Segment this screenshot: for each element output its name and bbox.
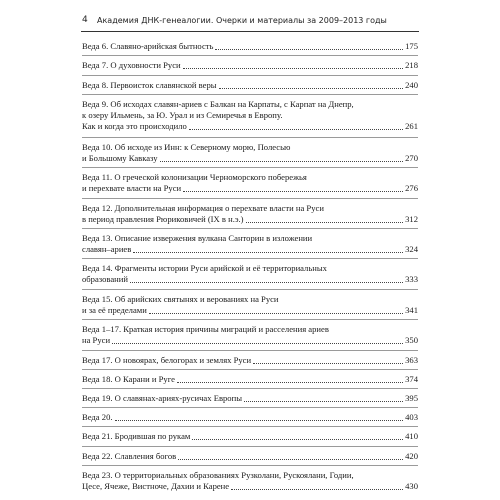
toc-page-number: 363 bbox=[405, 355, 418, 365]
dot-leader bbox=[192, 439, 403, 440]
toc-entry-title: и за её пределами bbox=[82, 305, 147, 315]
toc-entry[interactable] bbox=[82, 451, 418, 462]
toc-entry-title: Веда 22. Славления богов bbox=[82, 451, 177, 461]
toc-entry-title: в период правления Рюриковичей (IX в н.э.) bbox=[82, 214, 244, 224]
toc-entry-title: Веда 18. О Карани и Руге bbox=[82, 374, 175, 384]
entry-separator bbox=[82, 55, 418, 56]
dot-leader bbox=[149, 313, 403, 314]
dot-leader bbox=[160, 161, 404, 162]
toc-page-number: 420 bbox=[405, 451, 418, 461]
page-number: 4 bbox=[82, 15, 88, 25]
dot-leader bbox=[219, 88, 404, 89]
toc-entry[interactable] bbox=[82, 172, 418, 194]
toc-entry[interactable] bbox=[82, 294, 418, 316]
toc-entry-line bbox=[82, 183, 418, 194]
toc-entry-title: Веда 20. bbox=[82, 412, 113, 422]
toc-entry[interactable] bbox=[82, 263, 418, 285]
toc-page-number: 350 bbox=[405, 335, 418, 345]
entry-separator bbox=[82, 167, 418, 168]
toc-entry[interactable] bbox=[82, 324, 418, 346]
entry-separator bbox=[82, 369, 418, 370]
toc-entry-title: Веда 14. Фрагменты истории Руси арийской и её территориальных bbox=[82, 263, 327, 273]
toc-entry-line bbox=[82, 335, 418, 346]
toc-page-number: 240 bbox=[405, 80, 418, 90]
dot-leader bbox=[246, 222, 404, 223]
toc-entry[interactable] bbox=[82, 99, 418, 132]
toc-entry-line bbox=[82, 294, 418, 305]
entry-separator bbox=[82, 258, 418, 259]
toc-entry-title: Веда 10. Об исходе из Инн: к Северному морю, Полесью bbox=[82, 142, 291, 152]
toc-page-number: 324 bbox=[405, 244, 418, 254]
toc-entry-line bbox=[82, 431, 418, 442]
dot-leader bbox=[133, 252, 403, 253]
toc-entry[interactable] bbox=[82, 355, 418, 366]
toc-entry[interactable] bbox=[82, 393, 418, 404]
toc-page-number: 341 bbox=[405, 305, 418, 315]
toc-page-number: 403 bbox=[405, 412, 418, 422]
dot-leader bbox=[231, 489, 403, 490]
toc-entry-title: славян–ариев bbox=[82, 244, 132, 254]
toc-entry-line bbox=[82, 393, 418, 404]
dot-leader bbox=[112, 343, 403, 344]
toc-entry-line bbox=[82, 41, 418, 52]
toc-entry[interactable] bbox=[82, 412, 418, 423]
dot-leader bbox=[177, 382, 403, 383]
dot-leader bbox=[130, 282, 403, 283]
toc-entry-title: Веда 13. Описание извержения вулкана Санторин в изложении bbox=[82, 233, 313, 243]
toc-page-number: 261 bbox=[405, 121, 418, 131]
entry-separator bbox=[82, 388, 418, 389]
toc-entry[interactable] bbox=[82, 233, 418, 255]
toc-page-number: 276 bbox=[405, 183, 418, 193]
toc-entry-title: Веда 6. Славяно-арийская бытность bbox=[82, 41, 214, 51]
dot-leader bbox=[115, 420, 404, 421]
toc-entry-line bbox=[82, 274, 418, 285]
toc-entry-line bbox=[82, 233, 418, 244]
toc-page-number: 410 bbox=[405, 431, 418, 441]
toc-entry-line bbox=[82, 244, 418, 255]
toc-entry-line bbox=[82, 99, 418, 110]
toc-entry-title: Цесе, Ячеже, Вистноче, Дахии и Карене bbox=[82, 481, 230, 491]
toc-entry-title: Веда 21. Бродившая по рукам bbox=[82, 431, 191, 441]
toc-entry-line bbox=[82, 324, 418, 335]
toc-page-number: 270 bbox=[405, 153, 418, 163]
toc-entry-title: Веда 8. Первоисток славянской веры bbox=[82, 80, 217, 90]
toc-page-number: 312 bbox=[405, 214, 418, 224]
entry-separator bbox=[82, 75, 418, 76]
toc-entry-line bbox=[82, 203, 418, 214]
entry-separator bbox=[82, 289, 418, 290]
toc-page-number: 333 bbox=[405, 274, 418, 284]
dot-leader bbox=[244, 401, 403, 402]
running-title: Академия ДНК-генеалогии. Очерки и материалы за 2009–2013 годы bbox=[97, 16, 387, 25]
entry-separator bbox=[82, 350, 418, 351]
entry-separator bbox=[82, 407, 418, 408]
toc-entry-line bbox=[82, 80, 418, 91]
toc-entry-line bbox=[82, 412, 418, 423]
entry-separator bbox=[82, 94, 418, 95]
toc-entry-line bbox=[82, 355, 418, 366]
toc-entry-title: Веда 9. Об исходах славян-ариев с Балкан на Карпаты, с Карпат на Днепр, bbox=[82, 99, 354, 109]
toc-entry-title: и перехвате власти на Руси bbox=[82, 183, 182, 193]
toc-entry[interactable] bbox=[82, 60, 418, 71]
toc-entry-title: Веда 1–17. Краткая история причины миграций и расселения ариев bbox=[82, 324, 329, 334]
toc-entry-line bbox=[82, 374, 418, 385]
toc-entry[interactable] bbox=[82, 80, 418, 91]
entry-separator bbox=[82, 426, 418, 427]
toc-entry-line bbox=[82, 214, 418, 225]
toc-entry-title: Веда 11. О греческой колонизации Черноморского побережья bbox=[82, 172, 307, 182]
dot-leader bbox=[189, 129, 403, 130]
toc-entry[interactable] bbox=[82, 470, 418, 492]
dot-leader bbox=[178, 459, 403, 460]
toc-entry[interactable] bbox=[82, 41, 418, 52]
toc-entry[interactable] bbox=[82, 203, 418, 225]
toc-entry[interactable] bbox=[82, 142, 418, 164]
entry-separator bbox=[82, 446, 418, 447]
toc-entry-line bbox=[82, 470, 418, 481]
toc-entry-line bbox=[82, 451, 418, 462]
dot-leader bbox=[253, 363, 403, 364]
entry-separator bbox=[82, 319, 418, 320]
toc-entry-title: Веда 23. О территориальных образованиях Рузколани, Рускоялани, Годии, bbox=[82, 470, 354, 480]
dot-leader bbox=[183, 68, 403, 69]
toc-entry-title: образований bbox=[82, 274, 128, 284]
toc-entry-line bbox=[82, 153, 418, 164]
toc-entry-line bbox=[82, 142, 418, 153]
toc-entry-title: и Большому Кавказу bbox=[82, 153, 158, 163]
toc-entry-title: Веда 15. Об арийских святынях и верованиях на Руси bbox=[82, 294, 279, 304]
entry-separator bbox=[82, 137, 418, 138]
toc-entry-title: Как и когда это происходило bbox=[82, 121, 187, 131]
toc-entry-title: к озеру Ильмень, за Ю. Урал и из Семиречья в Европу. bbox=[82, 110, 283, 120]
entry-separator bbox=[82, 228, 418, 229]
toc-entry-title: Веда 12. Дополнительная информация о перехвате власти на Руси bbox=[82, 203, 324, 213]
toc-entry-title: Веда 17. О новоярах, белогорах и землях Руси bbox=[82, 355, 252, 365]
dot-leader bbox=[183, 191, 403, 192]
toc-entry-title: Веда 19. О славянах-ариях-русичах Европы bbox=[82, 393, 242, 403]
toc-entry-line bbox=[82, 60, 418, 71]
toc-entry[interactable] bbox=[82, 374, 418, 385]
toc-entry-title: на Руси bbox=[82, 335, 111, 345]
toc-entry-line bbox=[82, 305, 418, 316]
toc-page-number: 175 bbox=[405, 41, 418, 51]
toc-page-number: 218 bbox=[405, 60, 418, 70]
toc-entry-line bbox=[82, 263, 418, 274]
toc-entry-title: Веда 7. О духовности Руси bbox=[82, 60, 181, 70]
entry-separator bbox=[82, 465, 418, 466]
toc-entry-line bbox=[82, 110, 418, 121]
toc-entry[interactable] bbox=[82, 431, 418, 442]
toc-page-number: 430 bbox=[405, 481, 418, 491]
entry-separator bbox=[82, 198, 418, 199]
toc-entry-line bbox=[82, 121, 418, 132]
toc-entry-line bbox=[82, 172, 418, 183]
dot-leader bbox=[215, 49, 403, 50]
toc-entry-line bbox=[82, 481, 418, 492]
toc-page-number: 395 bbox=[405, 393, 418, 403]
toc-page-number: 374 bbox=[405, 374, 418, 384]
